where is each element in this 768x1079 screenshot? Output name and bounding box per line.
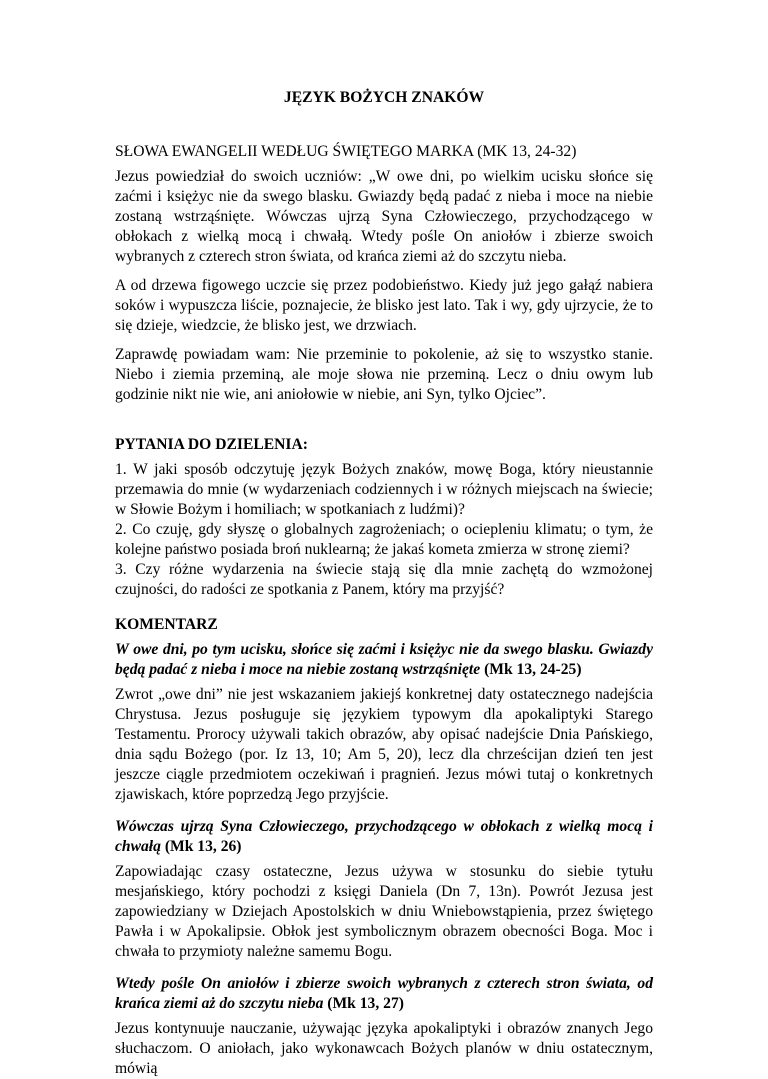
commentary-quote (115, 640, 653, 680)
questions-heading: PYTANIA DO DZIELENIA: (115, 436, 308, 453)
gospel-heading: SŁOWA EWANGELII WEDŁUG ŚWIĘTEGO MARKA (MK 13, 24-32) (115, 143, 577, 160)
commentary-heading: KOMENTARZ (115, 616, 218, 633)
quote-text: Wówczas ujrzą Syna Człowieczego, przychodzącego w obłokach z wielką mocą i chwałą (115, 818, 653, 855)
quote-reference: (Mk 13, 27) (323, 995, 404, 1012)
quote-text: W owe dni, po tym ucisku, słońce się zaćmi i księżyc nie da swego blasku. Gwiazdy będą padać z nieba i moce na niebie zostaną wstrząśnięte (115, 641, 653, 678)
commentary-text: Jezus kontynuuje nauczanie, używając języka apokaliptyki i obrazów znanych Jego słuchaczom. O aniołach, jako wykonawcach Bożych planów w dniu ostatecznym, mówią (115, 1020, 653, 1077)
gospel-paragraph: Jezus powiedział do swoich uczniów: „W owe dni, po wielkim ucisku słońce się zaćmi i księżyc nie da swego blasku. Gwiazdy będą padać z nieba i moce na niebie zostaną wstrząśnięte. Wówczas ujrzą Syna Człowieczego, przychodzącego w obłokach z wielką mocą i chwałą. Wtedy pośle On aniołów i zbierze swoich wybranych z czterech stron świata, od krańca ziemi aż do szczytu nieba. (115, 168, 653, 265)
commentary-quote (115, 974, 653, 1014)
gospel-paragraph: A od drzewa figowego uczcie się przez podobieństwo. Kiedy już jego gałąź nabiera soków i wypuszcza liście, poznajecie, że blisko jest lato. Tak i wy, gdy ujrzycie, że to się dzieje, wiedzcie, że blisko jest, we drzwiach. (115, 277, 653, 334)
commentary-text: Zapowiadając czasy ostateczne, Jezus używa w stosunku do siebie tytułu mesjańskiego, który pochodzi z księgi Daniela (Dn 7, 13n). Powrót Jezusa jest zapowiedziany w Dziejach Apostolskich w dniu Wniebowstąpienia, przez świętego Pawła i w Apokalipsie. Obłok jest symbolicznym obrazem obecności Boga. Moc i chwała to przymioty należne samemu Bogu. (115, 863, 653, 960)
commentary-quote (115, 817, 653, 857)
questions-list (115, 460, 653, 600)
commentary-text: Zwrot „owe dni” nie jest wskazaniem jakiejś konkretnej daty ostatecznego nadejścia Chrystusa. Jezus posługuje się językiem typowym dla apokaliptyki Starego Testamentu. Prorocy używali takich obrazów, aby opisać nadejście Dnia Pańskiego, dnia sądu Bożego (por. Iz 13, 10; Am 5, 20), lecz dla chrześcijan dzień ten jest jeszcze ciągle przedmiotem oczekiwań i pragnień. Jezus mówi tutaj o konkretnych zjawiskach, które poprzedzą Jego przyjście. (115, 686, 653, 803)
page-title: JĘZYK BOŻYCH ZNAKÓW (283, 89, 485, 106)
question-item: 1. W jaki sposób odczytuję język Bożych znaków, mowę Boga, który nieustannie przemawia do mnie (w wydarzeniach codziennych i w różnych miejscach na świecie; w Słowie Bożym i homiliach; w spotkaniach z ludźmi)? (115, 461, 653, 518)
question-item: 2. Co czuję, gdy słyszę o globalnych zagrożeniach; o ociepleniu klimatu; o tym, że kolejne państwo posiada broń nuklearną; że jakaś kometa zmierza w stronę ziemi? (115, 521, 653, 558)
question-item: 3. Czy różne wydarzenia na świecie stają się dla mnie zachętą do wzmożonej czujności, do radości ze spotkania z Panem, który ma przyjść? (115, 561, 653, 598)
quote-reference: (Mk 13, 26) (160, 838, 242, 855)
gospel-paragraph: Zaprawdę powiadam wam: Nie przeminie to pokolenie, aż się to wszystko stanie. Niebo i ziemia przeminą, ale moje słowa nie przeminą. Lecz o dniu owym lub godzinie nikt nie wie, ani aniołowie w niebie, ani Syn, tylko Ojciec”. (115, 346, 653, 403)
quote-text: Wtedy pośle On aniołów i zbierze swoich wybranych z czterech stron świata, od krańca ziemi aż do szczytu nieba (115, 975, 653, 1012)
quote-reference: (Mk 13, 24-25) (480, 661, 582, 678)
